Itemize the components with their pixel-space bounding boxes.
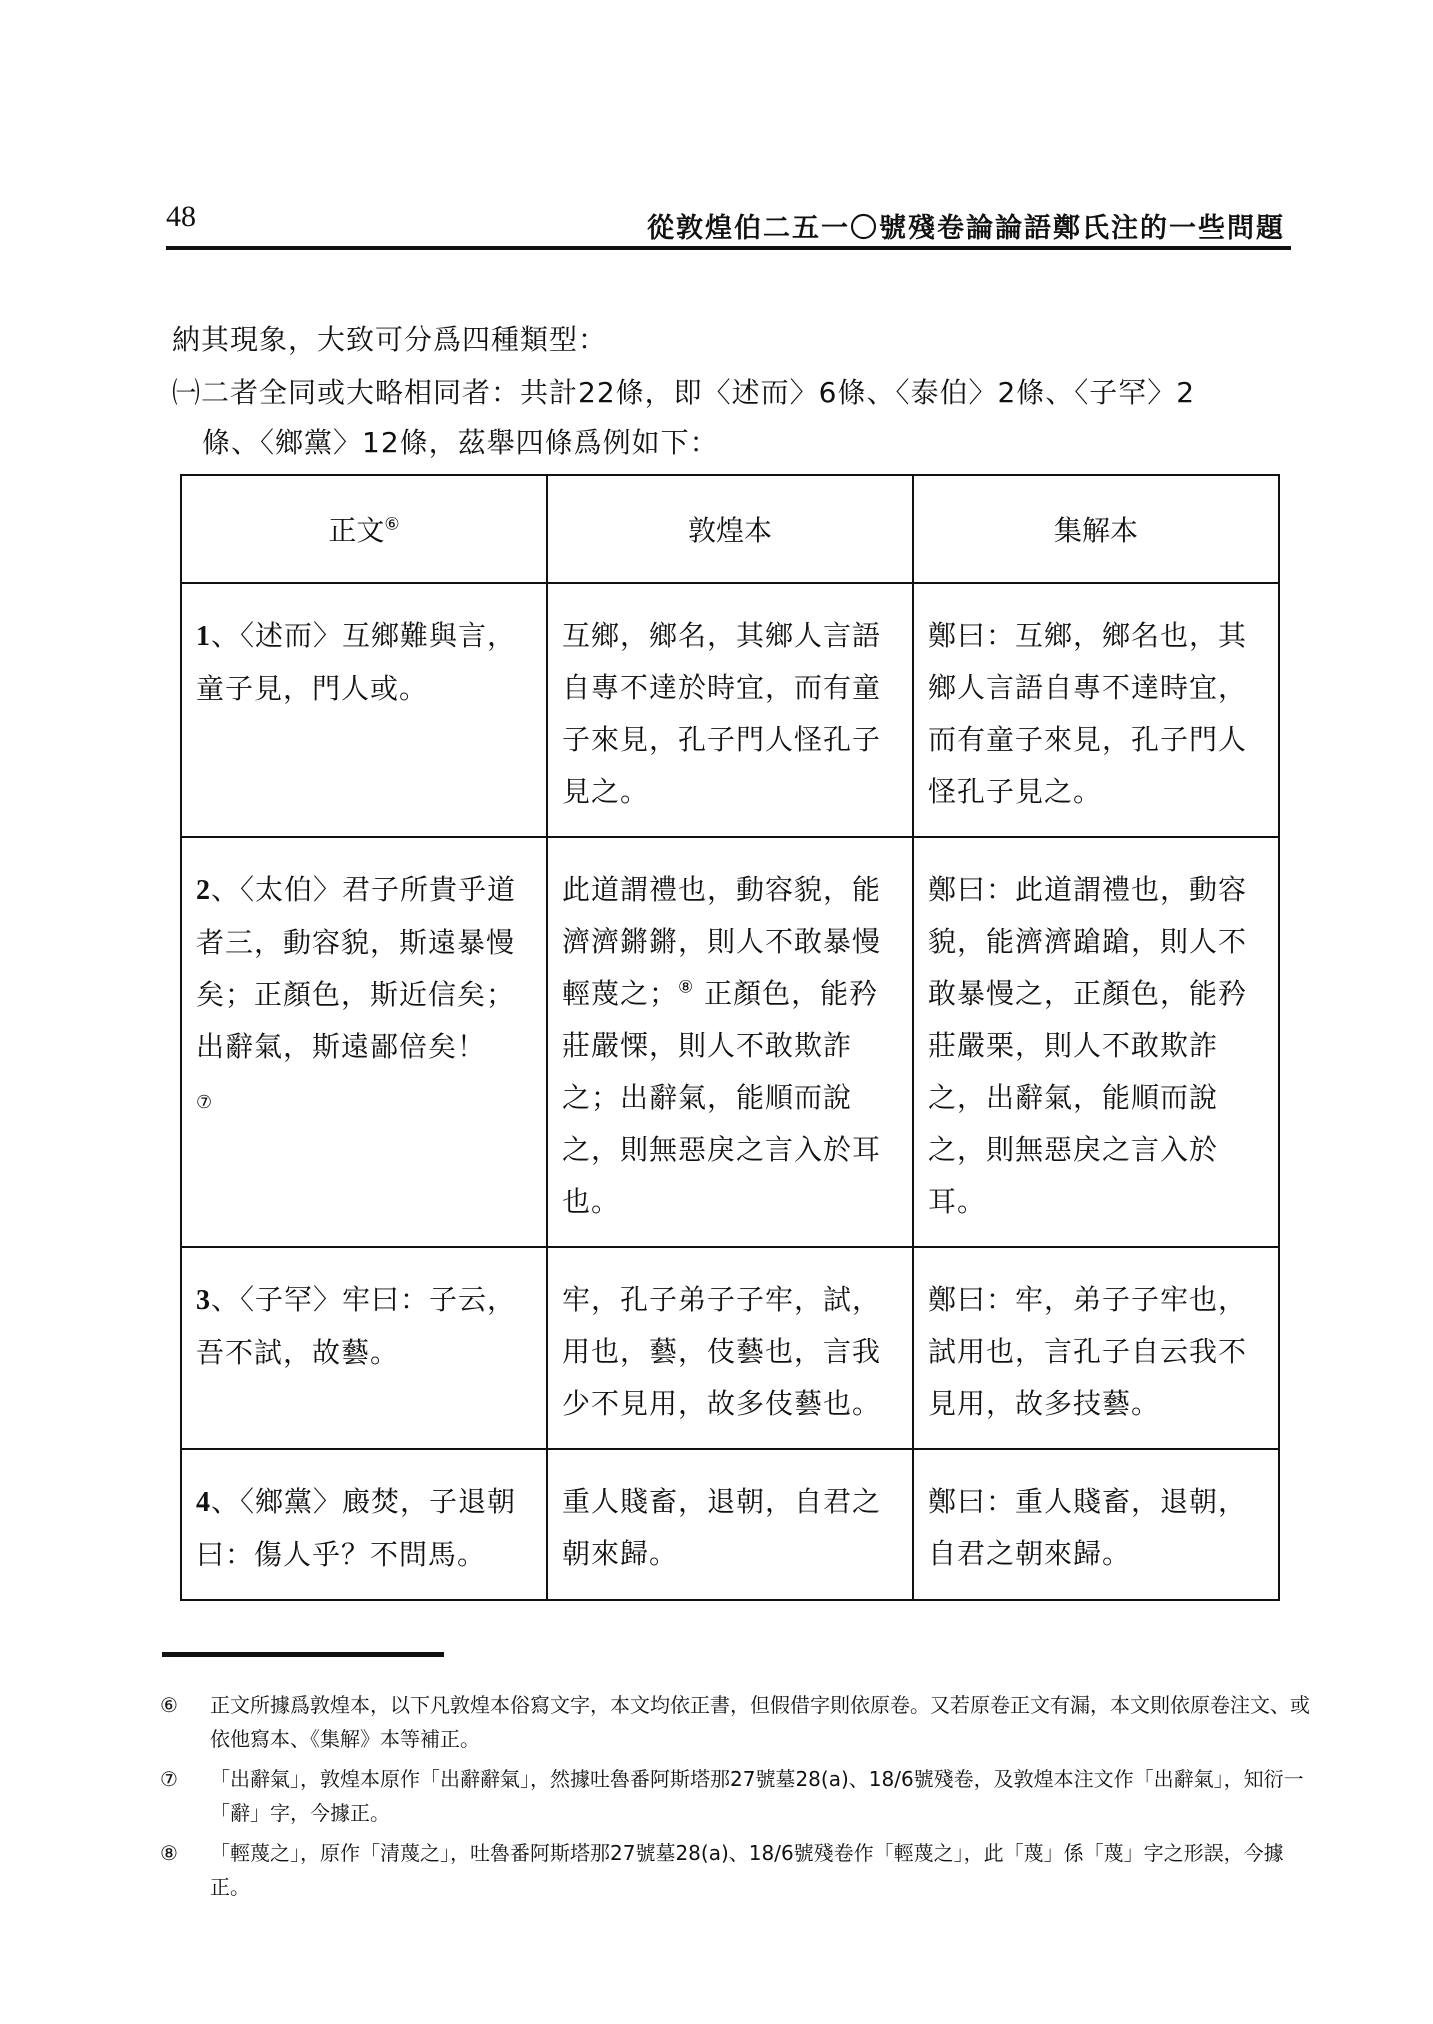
footnote-marker: ⑦ bbox=[160, 1767, 178, 1791]
row-text: 、〈鄉黨〉廄焚，子退朝曰：傷人乎？不問馬。 bbox=[196, 1485, 517, 1571]
row-text: 、〈子罕〉牢曰：子云，吾不試，故藝。 bbox=[196, 1283, 517, 1369]
cell-jijie: 鄭曰：牢，弟子子牢也，試用也，言孔子自云我不見用，故多技藝。 bbox=[913, 1247, 1279, 1449]
running-title: 從敦煌伯二五一〇號殘卷論論語鄭氏注的一些問題 bbox=[647, 213, 1285, 244]
cell-jijie: 鄭曰：重人賤畜，退朝，自君之朝來歸。 bbox=[913, 1449, 1279, 1600]
category-summary bbox=[172, 368, 1302, 468]
footnote bbox=[160, 1836, 1310, 1904]
footnote-text: 「輕蔑之」，原作「清蔑之」，吐魯番阿斯塔那27號墓28(a)、18/6號殘卷作「輕蔑之」，此「蔑」係「蔑」字之形誤，今據正。 bbox=[210, 1841, 1284, 1899]
cell-text bbox=[181, 1247, 547, 1449]
footnote bbox=[160, 1762, 1310, 1830]
footnote-text: 「出辭氣」，敦煌本原作「出辭辭氣」，然據吐魯番阿斯塔那27號墓28(a)、18/6號殘卷，及敦煌本注文作「出辭氣」，知衍一「辭」字，今據正。 bbox=[210, 1767, 1304, 1825]
summary-line-1: ㈠二者全同或大略相同者：共計22條，即〈述而〉6條、〈泰伯〉2條、〈子罕〉2 bbox=[172, 376, 1196, 409]
table-row bbox=[181, 837, 1279, 1247]
cell-dunhuang bbox=[547, 837, 913, 1247]
header-cell-dunhuang: 敦煌本 bbox=[547, 475, 913, 583]
footnote-ref: ⑥ bbox=[384, 514, 400, 535]
table-row bbox=[181, 1247, 1279, 1449]
page-number: 48 bbox=[166, 200, 196, 233]
footnote bbox=[160, 1688, 1310, 1756]
header-label: 正文 bbox=[328, 514, 385, 547]
footnotes bbox=[160, 1688, 1310, 1910]
intro-text: 納其現象，大致可分爲四種類型： bbox=[172, 323, 608, 356]
row-text: 、〈述而〉互鄉難與言，童子見，門人或。 bbox=[196, 619, 517, 705]
row-number: 2 bbox=[196, 875, 211, 906]
footnote-rule bbox=[162, 1652, 444, 1657]
cell-text bbox=[181, 583, 547, 837]
cell-dunhuang: 互鄉，鄉名，其鄉人言語自專不達於時宜，而有童子來見，孔子門人怪孔子見之。 bbox=[547, 583, 913, 837]
cell-dunhuang: 重人賤畜，退朝，自君之朝來歸。 bbox=[547, 1449, 913, 1600]
footnote-marker: ⑧ bbox=[160, 1841, 178, 1865]
comparison-table bbox=[180, 474, 1280, 1601]
cell-text-part: 此道謂禮也，動容貌，能濟濟鏘鏘，則人不敢暴慢輕蔑之； bbox=[562, 873, 882, 1010]
header-cell-jijie: 集解本 bbox=[913, 475, 1279, 583]
header-rule bbox=[166, 246, 1291, 250]
summary-line-2: 條、〈鄉黨〉12條，茲舉四條爲例如下： bbox=[202, 426, 719, 459]
table-header-row bbox=[181, 475, 1279, 583]
cell-jijie: 鄭曰：互鄉，鄉名也，其鄉人言語自專不達時宜，而有童子來見，孔子門人怪孔子見之。 bbox=[913, 583, 1279, 837]
cell-text bbox=[181, 1449, 547, 1600]
row-number: 1 bbox=[196, 621, 211, 652]
table-row bbox=[181, 583, 1279, 837]
cell-text-part: 正顏色，能矜莊嚴慄，則人不敢欺詐之；出辭氣，能順而說之，則無惡戾之言入於耳也。 bbox=[562, 977, 882, 1218]
cell-jijie: 鄭曰：此道謂禮也，動容貌，能濟濟蹌蹌，則人不敢暴慢之，正顏色，能矜莊嚴栗，則人不敢欺詐之，出辭氣，能順而說之，則無惡戾之言入於耳。 bbox=[913, 837, 1279, 1247]
row-number: 3 bbox=[196, 1285, 211, 1316]
footnote-ref: ⑧ bbox=[678, 977, 695, 998]
footnote-ref: ⑦ bbox=[196, 1092, 214, 1113]
footnote-marker: ⑥ bbox=[160, 1693, 178, 1717]
table-row bbox=[181, 1449, 1279, 1600]
row-text: 、〈太伯〉君子所貴乎道者三，動容貌，斯遠暴慢矣；正顏色，斯近信矣；出辭氣，斯遠鄙倍矣！ bbox=[196, 873, 517, 1063]
row-number: 4 bbox=[196, 1487, 211, 1518]
header-cell-text bbox=[181, 475, 547, 583]
cell-dunhuang: 牢，孔子弟子子牢，試，用也，藝，伎藝也，言我少不見用，故多伎藝也。 bbox=[547, 1247, 913, 1449]
footnote-text: 正文所據爲敦煌本，以下凡敦煌本俗寫文字，本文均依正書，但假借字則依原卷。又若原卷正文有漏，本文則依原卷注文、或依他寫本、《集解》本等補正。 bbox=[210, 1693, 1310, 1751]
cell-text bbox=[181, 837, 547, 1247]
